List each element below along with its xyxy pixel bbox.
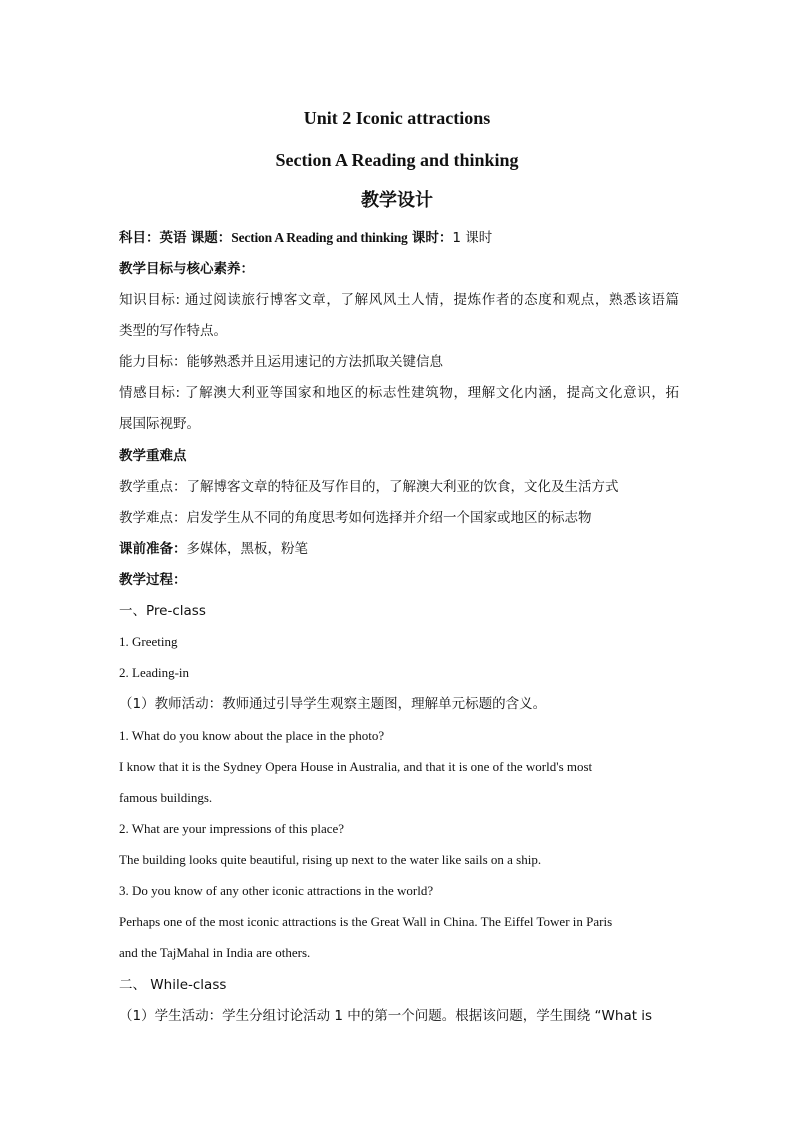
item-greeting: 1. Greeting: [119, 634, 178, 649]
design-title: 教学设计: [361, 190, 433, 211]
knowledge-objective-line-1: 知识目标: 通过阅读旅行博客文章，了解风风土人情，提炼作者的态度和观点，熟悉该语篇: [119, 292, 679, 308]
teacher-activity: （1）教师活动：教师通过引导学生观察主题图，理解单元标题的含义。: [119, 696, 547, 712]
answer-3-line-2: and the TajMahal in India are others.: [119, 945, 311, 960]
objectives-heading: 教学目标与核心素养：: [119, 261, 254, 277]
answer-2: The building looks quite beautiful, rising up next to the water like sails on a ship.: [119, 852, 542, 867]
lesson-meta: [119, 229, 679, 247]
topic-value: Section A Reading and thinking: [231, 230, 408, 245]
ability-objective: 能力目标：能够熟悉并且运用速记的方法抓取关键信息: [119, 354, 443, 370]
section-while-class: 二、 While-class: [119, 977, 227, 993]
knowledge-objective-line-2: 类型的写作特点。: [119, 323, 227, 339]
preparation-value: 多媒体，黑板，粉笔: [186, 541, 308, 557]
preparation-line: [119, 540, 679, 558]
answer-1-line-1: I know that it is the Sydney Opera House in Australia, and that it is one of the world's most: [119, 759, 593, 774]
subject-label: 科目：: [119, 230, 160, 246]
emotion-objective-line-2: 展国际视野。: [119, 416, 200, 432]
question-2: 2. What are your impressions of this place?: [119, 821, 345, 836]
hours-value: 1 课时: [452, 230, 493, 246]
question-3: 3. Do you know of any other iconic attractions in the world?: [119, 883, 434, 898]
preparation-label: 课前准备：: [119, 541, 187, 557]
hours-label: 课时：: [411, 230, 453, 246]
answer-3-line-1: Perhaps one of the most iconic attractions is the Great Wall in China. The Eiffel Tower in Paris: [119, 914, 613, 929]
subject-value: 英语: [159, 230, 187, 246]
item-leading-in: 2. Leading-in: [119, 665, 190, 680]
unit-title: Unit 2 Iconic attractions: [303, 108, 491, 128]
emotion-objective-line-1: 情感目标: 了解澳大利亚等国家和地区的标志性建筑物，理解文化内涵，提高文化意识，拓: [119, 385, 679, 401]
key-difficult-heading: 教学重难点: [119, 448, 187, 464]
student-activity: （1）学生活动：学生分组讨论活动 1 中的第一个问题。根据该问题，学生围绕 “What is: [119, 1008, 653, 1024]
process-heading: 教学过程：: [119, 572, 187, 588]
difficult-point: 教学难点：启发学生从不同的角度思考如何选择并介绍一个国家或地区的标志物: [119, 510, 592, 526]
section-title: Section A Reading and thinking: [275, 150, 519, 170]
key-point: 教学重点：了解博客文章的特征及写作目的，了解澳大利亚的饮食，文化及生活方式: [119, 479, 619, 495]
question-1: 1. What do you know about the place in the photo?: [119, 728, 385, 743]
topic-label: 课题：: [190, 230, 232, 246]
section-pre-class: 一、Pre-class: [119, 603, 206, 619]
answer-1-line-2: famous buildings.: [119, 790, 213, 805]
